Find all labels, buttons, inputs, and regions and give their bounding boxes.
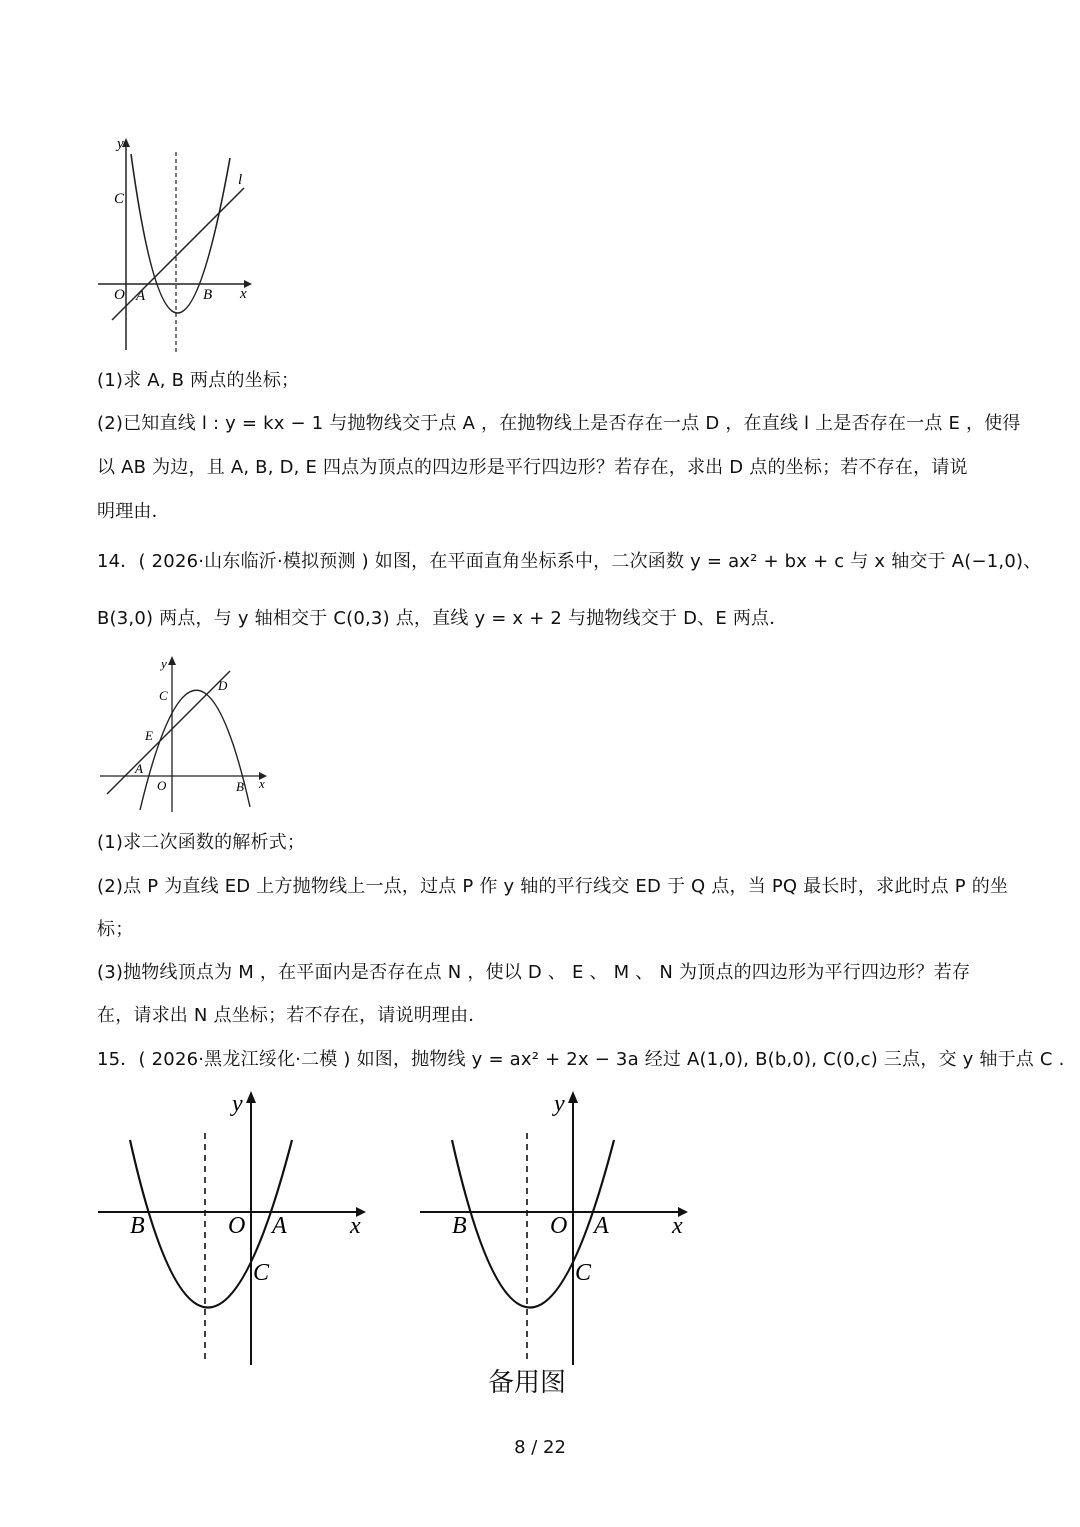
fig3-label-x: x	[350, 1213, 361, 1239]
fig3-label-b: B	[130, 1213, 145, 1239]
spare-figure-caption: 备用图	[488, 1368, 567, 1398]
fig3-label-c: C	[253, 1260, 270, 1286]
figure-1-parabola-line	[90, 130, 270, 360]
q14-part2-line2: 标；	[97, 919, 134, 940]
fig2-label-c: C	[159, 688, 168, 703]
fig4-label-y: y	[554, 1091, 565, 1117]
fig2-label-x: x	[259, 776, 265, 791]
q14-stem-line2: B(3,0) 两点，与 y 轴相交于 C(0,3) 点，直线 y = x + 2 与抛物线交于 D、E 两点．	[97, 608, 788, 629]
q14-part3-line1: (3)抛物线顶点为 M ，在平面内是否存在点 N ，使以 D 、 E 、 M 、 N 为顶点的四边形为平行四边形？若存	[97, 962, 971, 983]
fig1-label-o: O	[114, 287, 125, 303]
fig4-label-a: A	[594, 1213, 609, 1239]
fig4-label-x: x	[672, 1213, 683, 1239]
fig4-label-b: B	[452, 1213, 467, 1239]
fig1-label-c: C	[114, 191, 125, 207]
fig4-label-o: O	[550, 1213, 568, 1239]
q13-part2-line2: 以 AB 为边，且 A, B, D, E 四点为顶点的四边形是平行四边形？若存在，求出 D 点的坐标；若不存在，请说	[97, 457, 968, 478]
q13-part2-line3: 明理由．	[97, 501, 170, 522]
fig1-label-x: x	[240, 286, 247, 302]
fig1-label-y: y	[117, 136, 124, 152]
fig3-label-a: A	[272, 1213, 287, 1239]
fig3-label-y: y	[232, 1091, 243, 1117]
fig3-label-o: O	[228, 1213, 246, 1239]
fig2-label-a: A	[135, 761, 143, 776]
fig1-label-l: l	[238, 172, 243, 188]
q13-part2-line1: (2)已知直线 l : y = kx − 1 与抛物线交于点 A ，在抛物线上是否存在一点 D ，在直线 l 上是否存在一点 E ，使得	[97, 413, 1021, 434]
fig2-label-b: B	[236, 779, 244, 794]
fig2-label-o: O	[157, 778, 167, 793]
page-number: 8 / 22	[514, 1437, 566, 1458]
fig1-label-a: A	[136, 288, 146, 304]
figure-4-spare-parabola	[412, 1085, 702, 1370]
figure-2-parabola-line	[95, 652, 275, 817]
fig1-label-b: B	[203, 287, 213, 303]
q14-part2-line1: (2)点 P 为直线 ED 上方抛物线上一点，过点 P 作 y 轴的平行线交 ED 于 Q 点，当 PQ 最长时，求此时点 P 的坐	[97, 876, 1009, 897]
q14-part1: (1)求二次函数的解析式；	[97, 832, 306, 853]
q15-stem: 15．( 2026·黑龙江绥化·二模 ) 如图，抛物线 y = ax² + 2x − 3a 经过 A(1,0), B(b,0), C(0,c) 三点，交 y 轴于点 C .	[97, 1049, 1065, 1070]
fig2-label-e: E	[145, 728, 153, 743]
figure-3-parabola	[90, 1085, 380, 1370]
fig2-label-d: D	[218, 678, 228, 693]
q14-stem-line1: 14．( 2026·山东临沂·模拟预测 ) 如图，在平面直角坐标系中，二次函数 y = ax² + bx + c 与 x 轴交于 A(−1,0)、	[97, 551, 1042, 572]
q13-part1: (1)求 A, B 两点的坐标；	[97, 370, 300, 391]
fig2-label-y: y	[161, 656, 167, 671]
fig4-label-c: C	[575, 1260, 592, 1286]
q14-part3-line2: 在，请求出 N 点坐标；若不存在，请说明理由．	[97, 1005, 487, 1026]
